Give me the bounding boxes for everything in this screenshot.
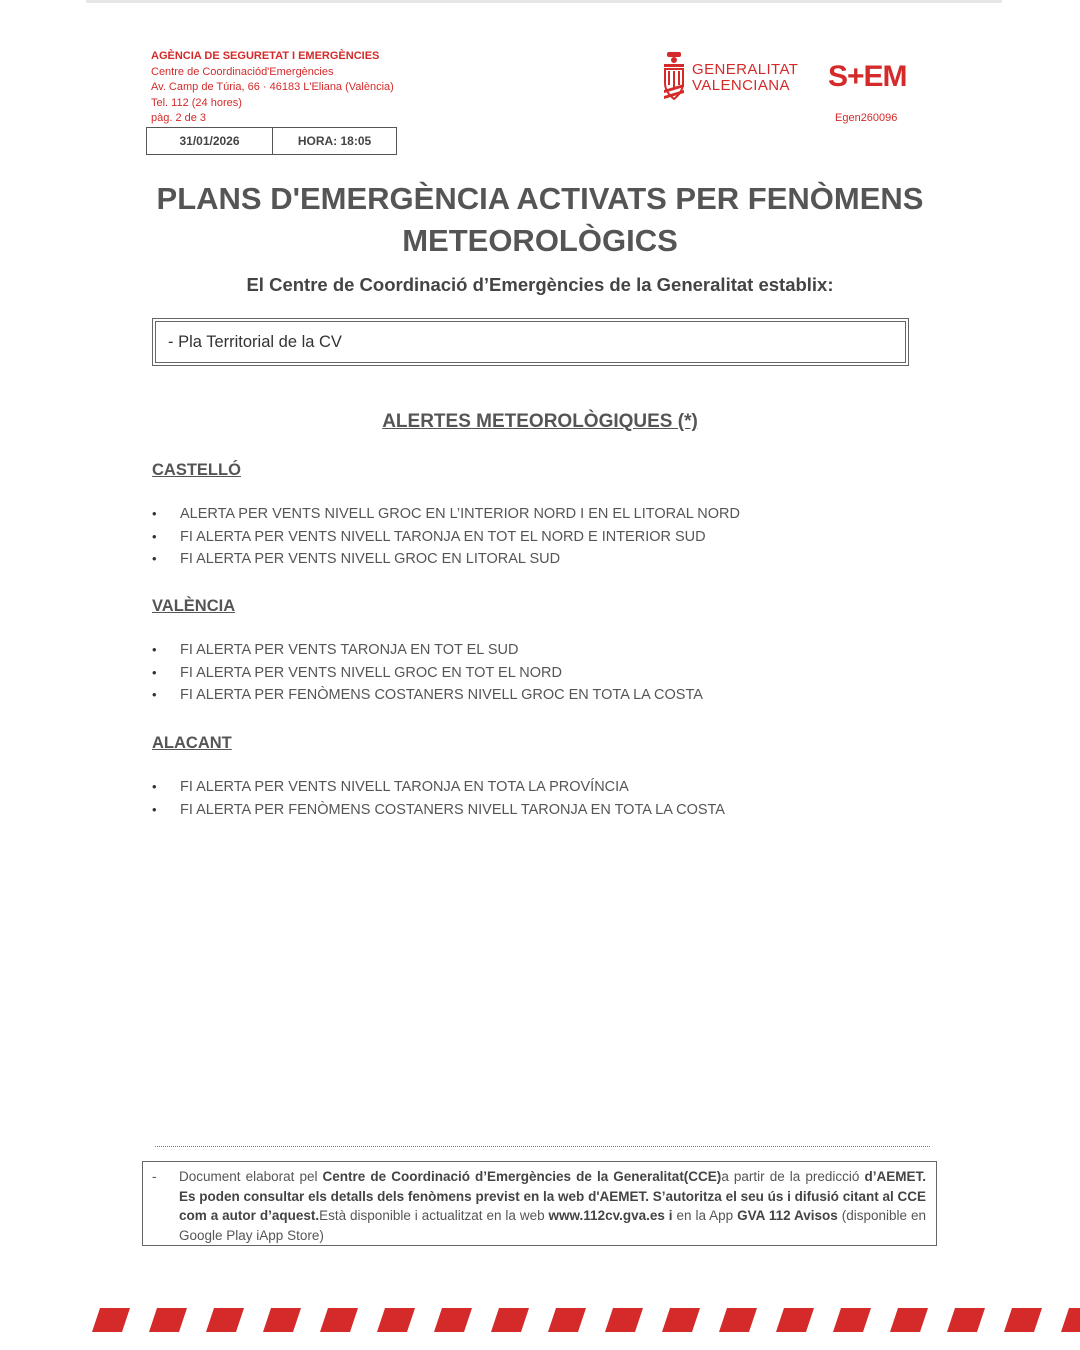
section-heading: CASTELLÓ (152, 461, 241, 479)
app-name: GVA 112 Avisos (737, 1208, 838, 1223)
alert-text: FI ALERTA PER FENÒMENS COSTANERS NIVELL TARONJA EN TOTA LA COSTA (180, 801, 725, 818)
plan-text: - Pla Territorial de la CV (155, 321, 906, 363)
list-item (152, 526, 952, 549)
list-item (152, 639, 952, 662)
centre-name: Centre de Coordinaciód'Emergències (151, 65, 334, 78)
sem-logo: S+EM (828, 60, 907, 93)
red-stripe-border (0, 1308, 1080, 1332)
bullet-icon: • (152, 801, 157, 817)
stripe-segment (206, 1308, 244, 1332)
list-item (152, 684, 952, 707)
stripe-segment (491, 1308, 529, 1332)
bullet-icon: • (152, 642, 157, 657)
section-alacant (152, 734, 952, 821)
footer-text: Document elaborat pel (179, 1169, 323, 1184)
alert-text: FI ALERTA PER VENTS NIVELL GROC EN LITORAL SUD (180, 551, 561, 568)
dotted-separator (155, 1146, 930, 1147)
footer-dash: - (152, 1169, 157, 1184)
stripe-segment (92, 1308, 130, 1332)
stripe-segment (719, 1308, 757, 1332)
footer-text: en la App (672, 1208, 738, 1223)
alert-text: ALERTA PER VENTS NIVELL GROC EN L’INTERIOR NORD I EN EL LITORAL NORD (180, 506, 740, 522)
stripe-segment (833, 1308, 871, 1332)
alert-text: FI ALERTA PER VENTS NIVELL GROC EN TOT EL NORD (180, 664, 562, 681)
bullet-icon: • (152, 528, 157, 544)
footer-bold: Centre de Coordinació d’Emergències de la Generalitat(CCE) (322, 1169, 722, 1184)
generalitat-wordmark (692, 62, 798, 94)
section-valencia (152, 597, 952, 707)
footer-disclaimer (142, 1161, 937, 1246)
telephone: Tel. 112 (24 hores) (151, 96, 242, 109)
logo-line1: GENERALITAT (692, 61, 799, 78)
stripe-segment (605, 1308, 643, 1332)
footer-bold: d’AEMET. Es poden consultar els detalls dels fenòmens previst en la web d'AEMET. S’autoritza el seu ús i difusió citant al CCE com a autor d’aquest. (179, 1169, 926, 1223)
alert-list (152, 503, 952, 571)
alert-list (152, 639, 952, 707)
stripe-segment (776, 1308, 814, 1332)
stripe-segment (377, 1308, 415, 1332)
coat-of-arms-icon (664, 52, 684, 99)
stripe-segment (434, 1308, 472, 1332)
time: HORA: 18:05 (297, 134, 372, 148)
website-link[interactable]: www.112cv.gva.es i (548, 1208, 673, 1223)
logo-line2: VALENCIANA (692, 77, 790, 94)
stripe-segment (263, 1308, 301, 1332)
stripe-segment (1061, 1308, 1080, 1332)
footer-text: Està disponible i actualitzat en la web (319, 1208, 549, 1223)
agency-name: AGÈNCIA DE SEGURETAT I EMERGÈNCIES (151, 50, 380, 62)
document-code: Egen260096 (835, 112, 898, 124)
section-castello (152, 461, 952, 571)
page-subtitle: El Centre de Coordinació d’Emergències de la Generalitat establix: (246, 274, 834, 295)
top-border-line (86, 0, 1002, 3)
date: 31/01/2026 (147, 128, 273, 154)
footer-text: (disponible en Google Play iApp Store) (179, 1208, 926, 1243)
section-heading: ALACANT (152, 734, 232, 752)
agency-header (151, 49, 394, 127)
list-item (152, 662, 952, 685)
page-title: PLANS D'EMERGÈNCIA ACTIVATS PER FENÒMENS METEOROLÒGICS (156, 181, 924, 258)
address: Av. Camp de Túria, 66 · 46183 L'Eliana (València) (151, 81, 394, 94)
bullet-icon: • (152, 664, 157, 680)
bullet-icon: • (152, 687, 157, 703)
list-item (152, 799, 952, 822)
list-item (152, 548, 952, 571)
alert-text: FI ALERTA PER VENTS TARONJA EN TOT EL SUD (180, 642, 519, 658)
alert-text: FI ALERTA PER VENTS NIVELL TARONJA EN TOT EL NORD E INTERIOR SUD (180, 528, 706, 545)
section-heading: VALÈNCIA (152, 597, 236, 615)
plan-box (152, 318, 909, 366)
alerts-heading: ALERTES METEOROLÒGIQUES (*) (382, 411, 698, 432)
stripe-segment (149, 1308, 187, 1332)
page-number: pàg. 2 de 3 (151, 112, 207, 125)
stripe-segment (662, 1308, 700, 1332)
bullet-icon: • (152, 551, 157, 567)
date-time-box (146, 127, 397, 155)
stripe-segment (1004, 1308, 1042, 1332)
list-item (152, 503, 952, 526)
alert-list (152, 776, 952, 821)
alert-text: FI ALERTA PER FENÒMENS COSTANERS NIVELL GROC EN TOTA LA COSTA (180, 687, 703, 704)
stripe-segment (548, 1308, 586, 1332)
bullet-icon: • (152, 506, 157, 521)
stripe-segment (320, 1308, 358, 1332)
alert-text: FI ALERTA PER VENTS NIVELL TARONJA EN TOTA LA PROVÍNCIA (180, 779, 629, 795)
list-item (152, 776, 952, 799)
stripe-segment (947, 1308, 985, 1332)
stripe-segment (890, 1308, 928, 1332)
bullet-icon: • (152, 779, 157, 794)
footer-text: a partir de la predicció (721, 1169, 865, 1184)
